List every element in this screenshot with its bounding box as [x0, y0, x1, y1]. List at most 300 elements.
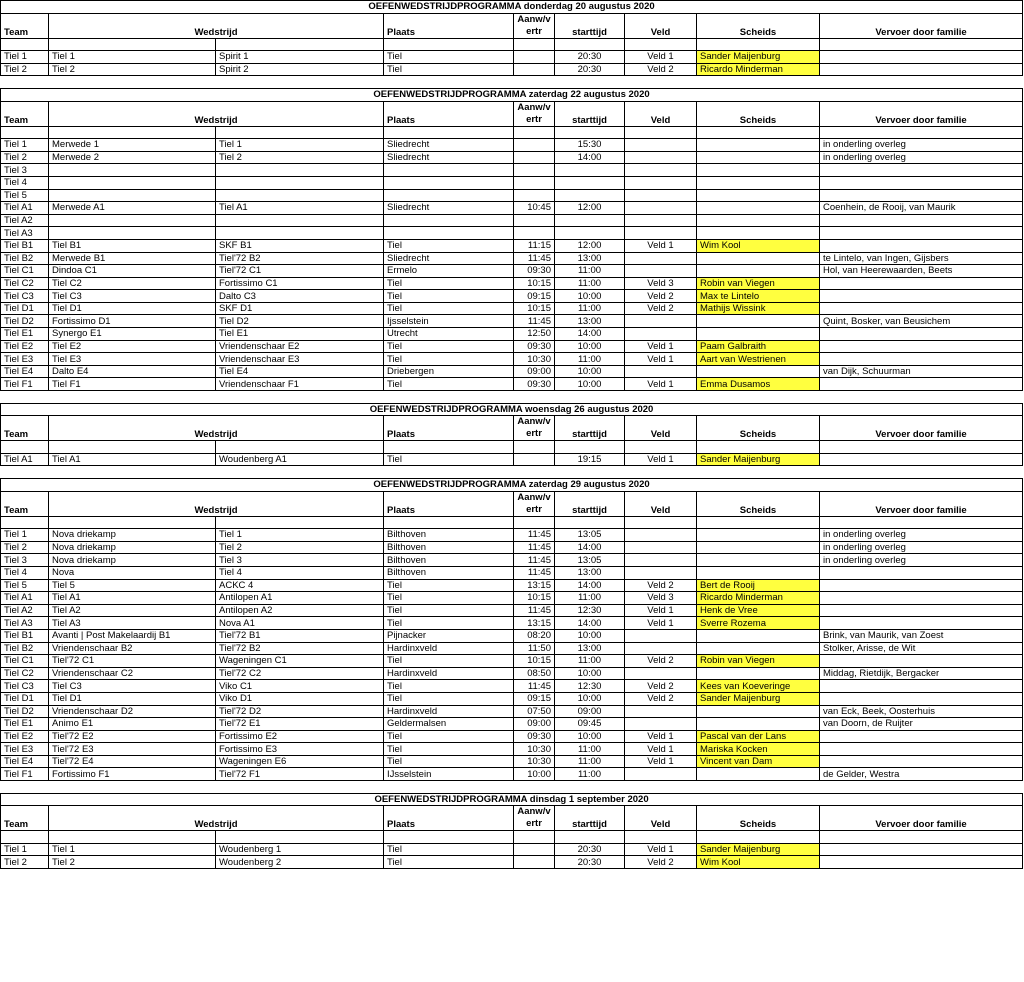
- team-cell: Tiel D2: [1, 705, 49, 718]
- place-cell: Tiel: [384, 617, 514, 630]
- field-cell: Veld 2: [625, 655, 697, 668]
- home-team-cell: Tiel 1: [49, 843, 216, 856]
- away-team-cell: Tiel E4: [216, 365, 384, 378]
- header-vervoer: Vervoer door familie: [820, 101, 1023, 126]
- place-cell: Driebergen: [384, 365, 514, 378]
- spacer-cell: [514, 38, 555, 51]
- field-cell: [625, 265, 697, 278]
- home-team-cell: Animo E1: [49, 718, 216, 731]
- spacer-cell: [514, 516, 555, 529]
- arrival-time-cell: [514, 189, 555, 202]
- referee-cell: Henk de Vree: [697, 604, 820, 617]
- team-cell: Tiel 1: [1, 843, 49, 856]
- team-cell: Tiel D2: [1, 315, 49, 328]
- column-header-row: [1, 101, 1023, 126]
- home-team-cell: Fortissimo D1: [49, 315, 216, 328]
- spacer-cell: [820, 126, 1023, 139]
- team-cell: Tiel F1: [1, 768, 49, 781]
- field-cell: [625, 139, 697, 152]
- place-cell: Sliedrecht: [384, 252, 514, 265]
- home-team-cell: [49, 214, 216, 227]
- arrival-time-cell: 09:15: [514, 692, 555, 705]
- away-team-cell: Woudenberg 2: [216, 856, 384, 869]
- field-cell: [625, 202, 697, 215]
- field-cell: Veld 1: [625, 340, 697, 353]
- team-cell: Tiel 4: [1, 566, 49, 579]
- start-time-cell: [555, 227, 625, 240]
- referee-cell: [697, 189, 820, 202]
- arrival-time-cell: [514, 164, 555, 177]
- place-cell: Tiel: [384, 680, 514, 693]
- transport-cell: [820, 214, 1023, 227]
- away-team-cell: Tiel 2: [216, 151, 384, 164]
- field-cell: [625, 718, 697, 731]
- away-team-cell: SKF B1: [216, 239, 384, 252]
- place-cell: [384, 176, 514, 189]
- away-team-cell: [216, 189, 384, 202]
- transport-cell: [820, 579, 1023, 592]
- start-time-cell: 19:15: [555, 453, 625, 466]
- team-cell: Tiel 2: [1, 151, 49, 164]
- spacer-cell: [384, 831, 514, 844]
- home-team-cell: Tiel C3: [49, 680, 216, 693]
- arrival-time-cell: 08:20: [514, 629, 555, 642]
- referee-cell: [697, 667, 820, 680]
- referee-cell: [697, 629, 820, 642]
- team-cell: Tiel 3: [1, 164, 49, 177]
- match-row: [1, 227, 1023, 240]
- match-row: [1, 655, 1023, 668]
- section-title-row: [1, 88, 1023, 101]
- spacer-cell: [820, 516, 1023, 529]
- field-cell: [625, 164, 697, 177]
- spacer-cell: [384, 126, 514, 139]
- header-aanw: [514, 491, 555, 516]
- start-time-cell: [555, 189, 625, 202]
- start-time-cell: 10:00: [555, 692, 625, 705]
- team-cell: Tiel 1: [1, 529, 49, 542]
- section-title: OEFENWEDSTRIJDPROGRAMMA donderdag 20 augustus 2020: [1, 1, 1023, 14]
- away-team-cell: Tiel'72 D2: [216, 705, 384, 718]
- arrival-time-cell: 11:45: [514, 541, 555, 554]
- header-plaats: Plaats: [384, 13, 514, 38]
- header-starttijd: starttijd: [555, 806, 625, 831]
- section-gap-row: [1, 466, 1023, 479]
- away-team-cell: [216, 214, 384, 227]
- home-team-cell: Tiel E2: [49, 340, 216, 353]
- match-row: [1, 365, 1023, 378]
- start-time-cell: 15:30: [555, 139, 625, 152]
- arrival-time-cell: 09:30: [514, 730, 555, 743]
- column-header-row: [1, 13, 1023, 38]
- match-row: [1, 718, 1023, 731]
- spacer-cell: [820, 441, 1023, 454]
- referee-cell: Wim Kool: [697, 239, 820, 252]
- arrival-time-cell: 11:50: [514, 642, 555, 655]
- away-team-cell: Antilopen A1: [216, 592, 384, 605]
- arrival-time-cell: 10:30: [514, 743, 555, 756]
- place-cell: [384, 189, 514, 202]
- spacer-cell: [820, 831, 1023, 844]
- section-gap: [1, 391, 1023, 404]
- start-time-cell: 20:30: [555, 63, 625, 76]
- arrival-time-cell: [514, 51, 555, 64]
- field-cell: Veld 3: [625, 277, 697, 290]
- start-time-cell: 20:30: [555, 51, 625, 64]
- away-team-cell: Woudenberg A1: [216, 453, 384, 466]
- spacer-cell: [625, 441, 697, 454]
- spacer-cell: [216, 831, 384, 844]
- header-aanw-line2: ertr: [526, 113, 542, 125]
- home-team-cell: Merwede 2: [49, 151, 216, 164]
- away-team-cell: [216, 176, 384, 189]
- transport-cell: Stolker, Arisse, de Wit: [820, 642, 1023, 655]
- field-cell: Veld 1: [625, 604, 697, 617]
- section-gap-row: [1, 76, 1023, 89]
- home-team-cell: Tiel A3: [49, 617, 216, 630]
- field-cell: [625, 365, 697, 378]
- away-team-cell: Tiel'72 F1: [216, 768, 384, 781]
- match-row: [1, 176, 1023, 189]
- section-title-row: [1, 479, 1023, 492]
- arrival-time-cell: 09:00: [514, 365, 555, 378]
- spacer-cell: [625, 38, 697, 51]
- away-team-cell: Fortissimo E3: [216, 743, 384, 756]
- match-row: [1, 642, 1023, 655]
- referee-cell: Sverre Rozema: [697, 617, 820, 630]
- match-row: [1, 566, 1023, 579]
- start-time-cell: 11:00: [555, 302, 625, 315]
- transport-cell: van Doorn, de Ruijter: [820, 718, 1023, 731]
- spacer-cell: [555, 831, 625, 844]
- header-spacer-row: [1, 831, 1023, 844]
- start-time-cell: 11:00: [555, 768, 625, 781]
- header-team: Team: [1, 806, 49, 831]
- home-team-cell: Nova: [49, 566, 216, 579]
- match-row: [1, 629, 1023, 642]
- referee-cell: Max te Lintelo: [697, 290, 820, 303]
- away-team-cell: Viko D1: [216, 692, 384, 705]
- place-cell: Tiel: [384, 604, 514, 617]
- match-row: [1, 51, 1023, 64]
- start-time-cell: 10:00: [555, 365, 625, 378]
- place-cell: Tiel: [384, 277, 514, 290]
- home-team-cell: Tiel C3: [49, 290, 216, 303]
- arrival-time-cell: [514, 843, 555, 856]
- arrival-time-cell: [514, 453, 555, 466]
- start-time-cell: [555, 164, 625, 177]
- home-team-cell: Vriendenschaar D2: [49, 705, 216, 718]
- start-time-cell: 11:00: [555, 743, 625, 756]
- start-time-cell: 12:00: [555, 202, 625, 215]
- team-cell: Tiel 1: [1, 51, 49, 64]
- header-plaats: Plaats: [384, 806, 514, 831]
- start-time-cell: 10:00: [555, 290, 625, 303]
- start-time-cell: 12:30: [555, 604, 625, 617]
- place-cell: Tiel: [384, 843, 514, 856]
- start-time-cell: 14:00: [555, 151, 625, 164]
- place-cell: Hardinxveld: [384, 667, 514, 680]
- match-row: [1, 453, 1023, 466]
- referee-cell: [697, 151, 820, 164]
- spacer-cell: [49, 38, 216, 51]
- team-cell: Tiel A1: [1, 592, 49, 605]
- place-cell: [384, 214, 514, 227]
- away-team-cell: Tiel'72 B2: [216, 252, 384, 265]
- spacer-cell: [1, 516, 49, 529]
- header-veld: Veld: [625, 806, 697, 831]
- header-aanw: [514, 13, 555, 38]
- referee-cell: [697, 227, 820, 240]
- home-team-cell: Tiel A1: [49, 453, 216, 466]
- transport-cell: [820, 227, 1023, 240]
- home-team-cell: Tiel B1: [49, 239, 216, 252]
- header-aanw-line1: Aanw/v: [517, 13, 551, 25]
- spacer-cell: [625, 516, 697, 529]
- place-cell: Hardinxveld: [384, 642, 514, 655]
- header-wedstrijd: Wedstrijd: [49, 101, 384, 126]
- header-aanw: [514, 806, 555, 831]
- spacer-cell: [1, 441, 49, 454]
- spacer-cell: [697, 516, 820, 529]
- start-time-cell: 13:00: [555, 315, 625, 328]
- home-team-cell: Tiel'72 E4: [49, 755, 216, 768]
- match-row: [1, 617, 1023, 630]
- referee-cell: [697, 176, 820, 189]
- team-cell: Tiel 2: [1, 541, 49, 554]
- header-vervoer: Vervoer door familie: [820, 806, 1023, 831]
- field-cell: [625, 214, 697, 227]
- spacer-cell: [625, 126, 697, 139]
- place-cell: Tiel: [384, 453, 514, 466]
- field-cell: [625, 705, 697, 718]
- match-row: [1, 554, 1023, 567]
- transport-cell: [820, 655, 1023, 668]
- team-cell: Tiel E2: [1, 340, 49, 353]
- spacer-cell: [625, 831, 697, 844]
- arrival-time-cell: [514, 151, 555, 164]
- away-team-cell: Tiel A1: [216, 202, 384, 215]
- referee-cell: [697, 541, 820, 554]
- place-cell: Geldermalsen: [384, 718, 514, 731]
- spacer-cell: [384, 441, 514, 454]
- referee-cell: Ricardo Minderman: [697, 63, 820, 76]
- team-cell: Tiel E4: [1, 755, 49, 768]
- arrival-time-cell: [514, 139, 555, 152]
- column-header-row: [1, 416, 1023, 441]
- transport-cell: in onderling overleg: [820, 529, 1023, 542]
- match-row: [1, 680, 1023, 693]
- arrival-time-cell: 13:15: [514, 579, 555, 592]
- transport-cell: [820, 680, 1023, 693]
- transport-cell: in onderling overleg: [820, 554, 1023, 567]
- match-row: [1, 378, 1023, 391]
- field-cell: Veld 1: [625, 51, 697, 64]
- team-cell: Tiel 2: [1, 63, 49, 76]
- home-team-cell: Synergo E1: [49, 328, 216, 341]
- away-team-cell: Wageningen E6: [216, 755, 384, 768]
- referee-cell: Robin van Viegen: [697, 277, 820, 290]
- spacer-cell: [697, 38, 820, 51]
- match-row: [1, 328, 1023, 341]
- header-aanw-line2: ertr: [526, 503, 542, 515]
- section-title-row: [1, 1, 1023, 14]
- home-team-cell: Vriendenschaar B2: [49, 642, 216, 655]
- place-cell: [384, 227, 514, 240]
- place-cell: Ijsselstein: [384, 315, 514, 328]
- home-team-cell: Nova driekamp: [49, 541, 216, 554]
- match-row: [1, 843, 1023, 856]
- start-time-cell: 20:30: [555, 843, 625, 856]
- arrival-time-cell: 10:00: [514, 768, 555, 781]
- transport-cell: Quint, Bosker, van Beusichem: [820, 315, 1023, 328]
- field-cell: [625, 328, 697, 341]
- match-row: [1, 579, 1023, 592]
- header-spacer-row: [1, 126, 1023, 139]
- arrival-time-cell: 11:45: [514, 315, 555, 328]
- away-team-cell: Spirit 1: [216, 51, 384, 64]
- field-cell: [625, 629, 697, 642]
- match-row: [1, 302, 1023, 315]
- home-team-cell: Nova driekamp: [49, 529, 216, 542]
- header-plaats: Plaats: [384, 101, 514, 126]
- transport-cell: Brink, van Maurik, van Zoest: [820, 629, 1023, 642]
- transport-cell: Hol, van Heerewaarden, Beets: [820, 265, 1023, 278]
- start-time-cell: 09:00: [555, 705, 625, 718]
- header-vervoer: Vervoer door familie: [820, 491, 1023, 516]
- match-row: [1, 139, 1023, 152]
- start-time-cell: 13:05: [555, 529, 625, 542]
- arrival-time-cell: 10:30: [514, 755, 555, 768]
- field-cell: [625, 315, 697, 328]
- start-time-cell: 12:30: [555, 680, 625, 693]
- header-aanw-line1: Aanw/v: [517, 101, 551, 113]
- section-title: OEFENWEDSTRIJDPROGRAMMA woensdag 26 augustus 2020: [1, 403, 1023, 416]
- place-cell: Sliedrecht: [384, 139, 514, 152]
- place-cell: Ermelo: [384, 265, 514, 278]
- transport-cell: [820, 743, 1023, 756]
- field-cell: Veld 1: [625, 743, 697, 756]
- arrival-time-cell: 11:45: [514, 252, 555, 265]
- header-aanw-line2: ertr: [526, 818, 542, 830]
- section-title-row: [1, 793, 1023, 806]
- home-team-cell: Tiel 5: [49, 579, 216, 592]
- header-wedstrijd: Wedstrijd: [49, 13, 384, 38]
- arrival-time-cell: 09:00: [514, 718, 555, 731]
- header-veld: Veld: [625, 416, 697, 441]
- header-scheids: Scheids: [697, 491, 820, 516]
- team-cell: Tiel A2: [1, 604, 49, 617]
- away-team-cell: Viko C1: [216, 680, 384, 693]
- arrival-time-cell: [514, 214, 555, 227]
- header-starttijd: starttijd: [555, 491, 625, 516]
- start-time-cell: 12:00: [555, 239, 625, 252]
- transport-cell: [820, 353, 1023, 366]
- transport-cell: van Eck, Beek, Oosterhuis: [820, 705, 1023, 718]
- header-team: Team: [1, 13, 49, 38]
- start-time-cell: 10:00: [555, 667, 625, 680]
- start-time-cell: 11:00: [555, 655, 625, 668]
- referee-cell: [697, 164, 820, 177]
- referee-cell: Ricardo Minderman: [697, 592, 820, 605]
- transport-cell: in onderling overleg: [820, 541, 1023, 554]
- team-cell: Tiel 3: [1, 554, 49, 567]
- header-wedstrijd: Wedstrijd: [49, 806, 384, 831]
- arrival-time-cell: [514, 856, 555, 869]
- referee-cell: [697, 554, 820, 567]
- arrival-time-cell: 11:45: [514, 680, 555, 693]
- section-gap: [1, 466, 1023, 479]
- spacer-cell: [697, 831, 820, 844]
- start-time-cell: 13:05: [555, 554, 625, 567]
- header-veld: Veld: [625, 101, 697, 126]
- spacer-cell: [216, 126, 384, 139]
- home-team-cell: Tiel D1: [49, 692, 216, 705]
- arrival-time-cell: 11:45: [514, 529, 555, 542]
- away-team-cell: Spirit 2: [216, 63, 384, 76]
- section-gap-row: [1, 391, 1023, 404]
- arrival-time-cell: 10:30: [514, 353, 555, 366]
- referee-cell: Sander Maijenburg: [697, 692, 820, 705]
- field-cell: [625, 529, 697, 542]
- place-cell: Tiel: [384, 579, 514, 592]
- match-row: [1, 265, 1023, 278]
- place-cell: IJsselstein: [384, 768, 514, 781]
- home-team-cell: Tiel C2: [49, 277, 216, 290]
- spacer-cell: [384, 516, 514, 529]
- place-cell: Utrecht: [384, 328, 514, 341]
- place-cell: Tiel: [384, 340, 514, 353]
- field-cell: Veld 1: [625, 755, 697, 768]
- field-cell: Veld 1: [625, 617, 697, 630]
- away-team-cell: Wageningen C1: [216, 655, 384, 668]
- field-cell: [625, 667, 697, 680]
- referee-cell: [697, 529, 820, 542]
- away-team-cell: Vriendenschaar E2: [216, 340, 384, 353]
- team-cell: Tiel 2: [1, 856, 49, 869]
- away-team-cell: Tiel'72 E1: [216, 718, 384, 731]
- team-cell: Tiel A1: [1, 202, 49, 215]
- arrival-time-cell: [514, 176, 555, 189]
- start-time-cell: 10:00: [555, 340, 625, 353]
- match-row: [1, 592, 1023, 605]
- field-cell: [625, 566, 697, 579]
- header-team: Team: [1, 101, 49, 126]
- spacer-cell: [514, 831, 555, 844]
- header-scheids: Scheids: [697, 13, 820, 38]
- home-team-cell: Tiel A1: [49, 592, 216, 605]
- match-row: [1, 541, 1023, 554]
- place-cell: Tiel: [384, 592, 514, 605]
- start-time-cell: 14:00: [555, 617, 625, 630]
- section-title: OEFENWEDSTRIJDPROGRAMMA zaterdag 29 augustus 2020: [1, 479, 1023, 492]
- match-row: [1, 340, 1023, 353]
- away-team-cell: Tiel 1: [216, 139, 384, 152]
- away-team-cell: Tiel 1: [216, 529, 384, 542]
- transport-cell: [820, 592, 1023, 605]
- transport-cell: [820, 328, 1023, 341]
- team-cell: Tiel C3: [1, 680, 49, 693]
- referee-cell: Kees van Koeveringe: [697, 680, 820, 693]
- home-team-cell: Merwede 1: [49, 139, 216, 152]
- referee-cell: [697, 265, 820, 278]
- team-cell: Tiel C3: [1, 290, 49, 303]
- home-team-cell: Tiel F1: [49, 378, 216, 391]
- match-row: [1, 315, 1023, 328]
- start-time-cell: 11:00: [555, 592, 625, 605]
- place-cell: Tiel: [384, 743, 514, 756]
- transport-cell: Coenhein, de Rooij, van Maurik: [820, 202, 1023, 215]
